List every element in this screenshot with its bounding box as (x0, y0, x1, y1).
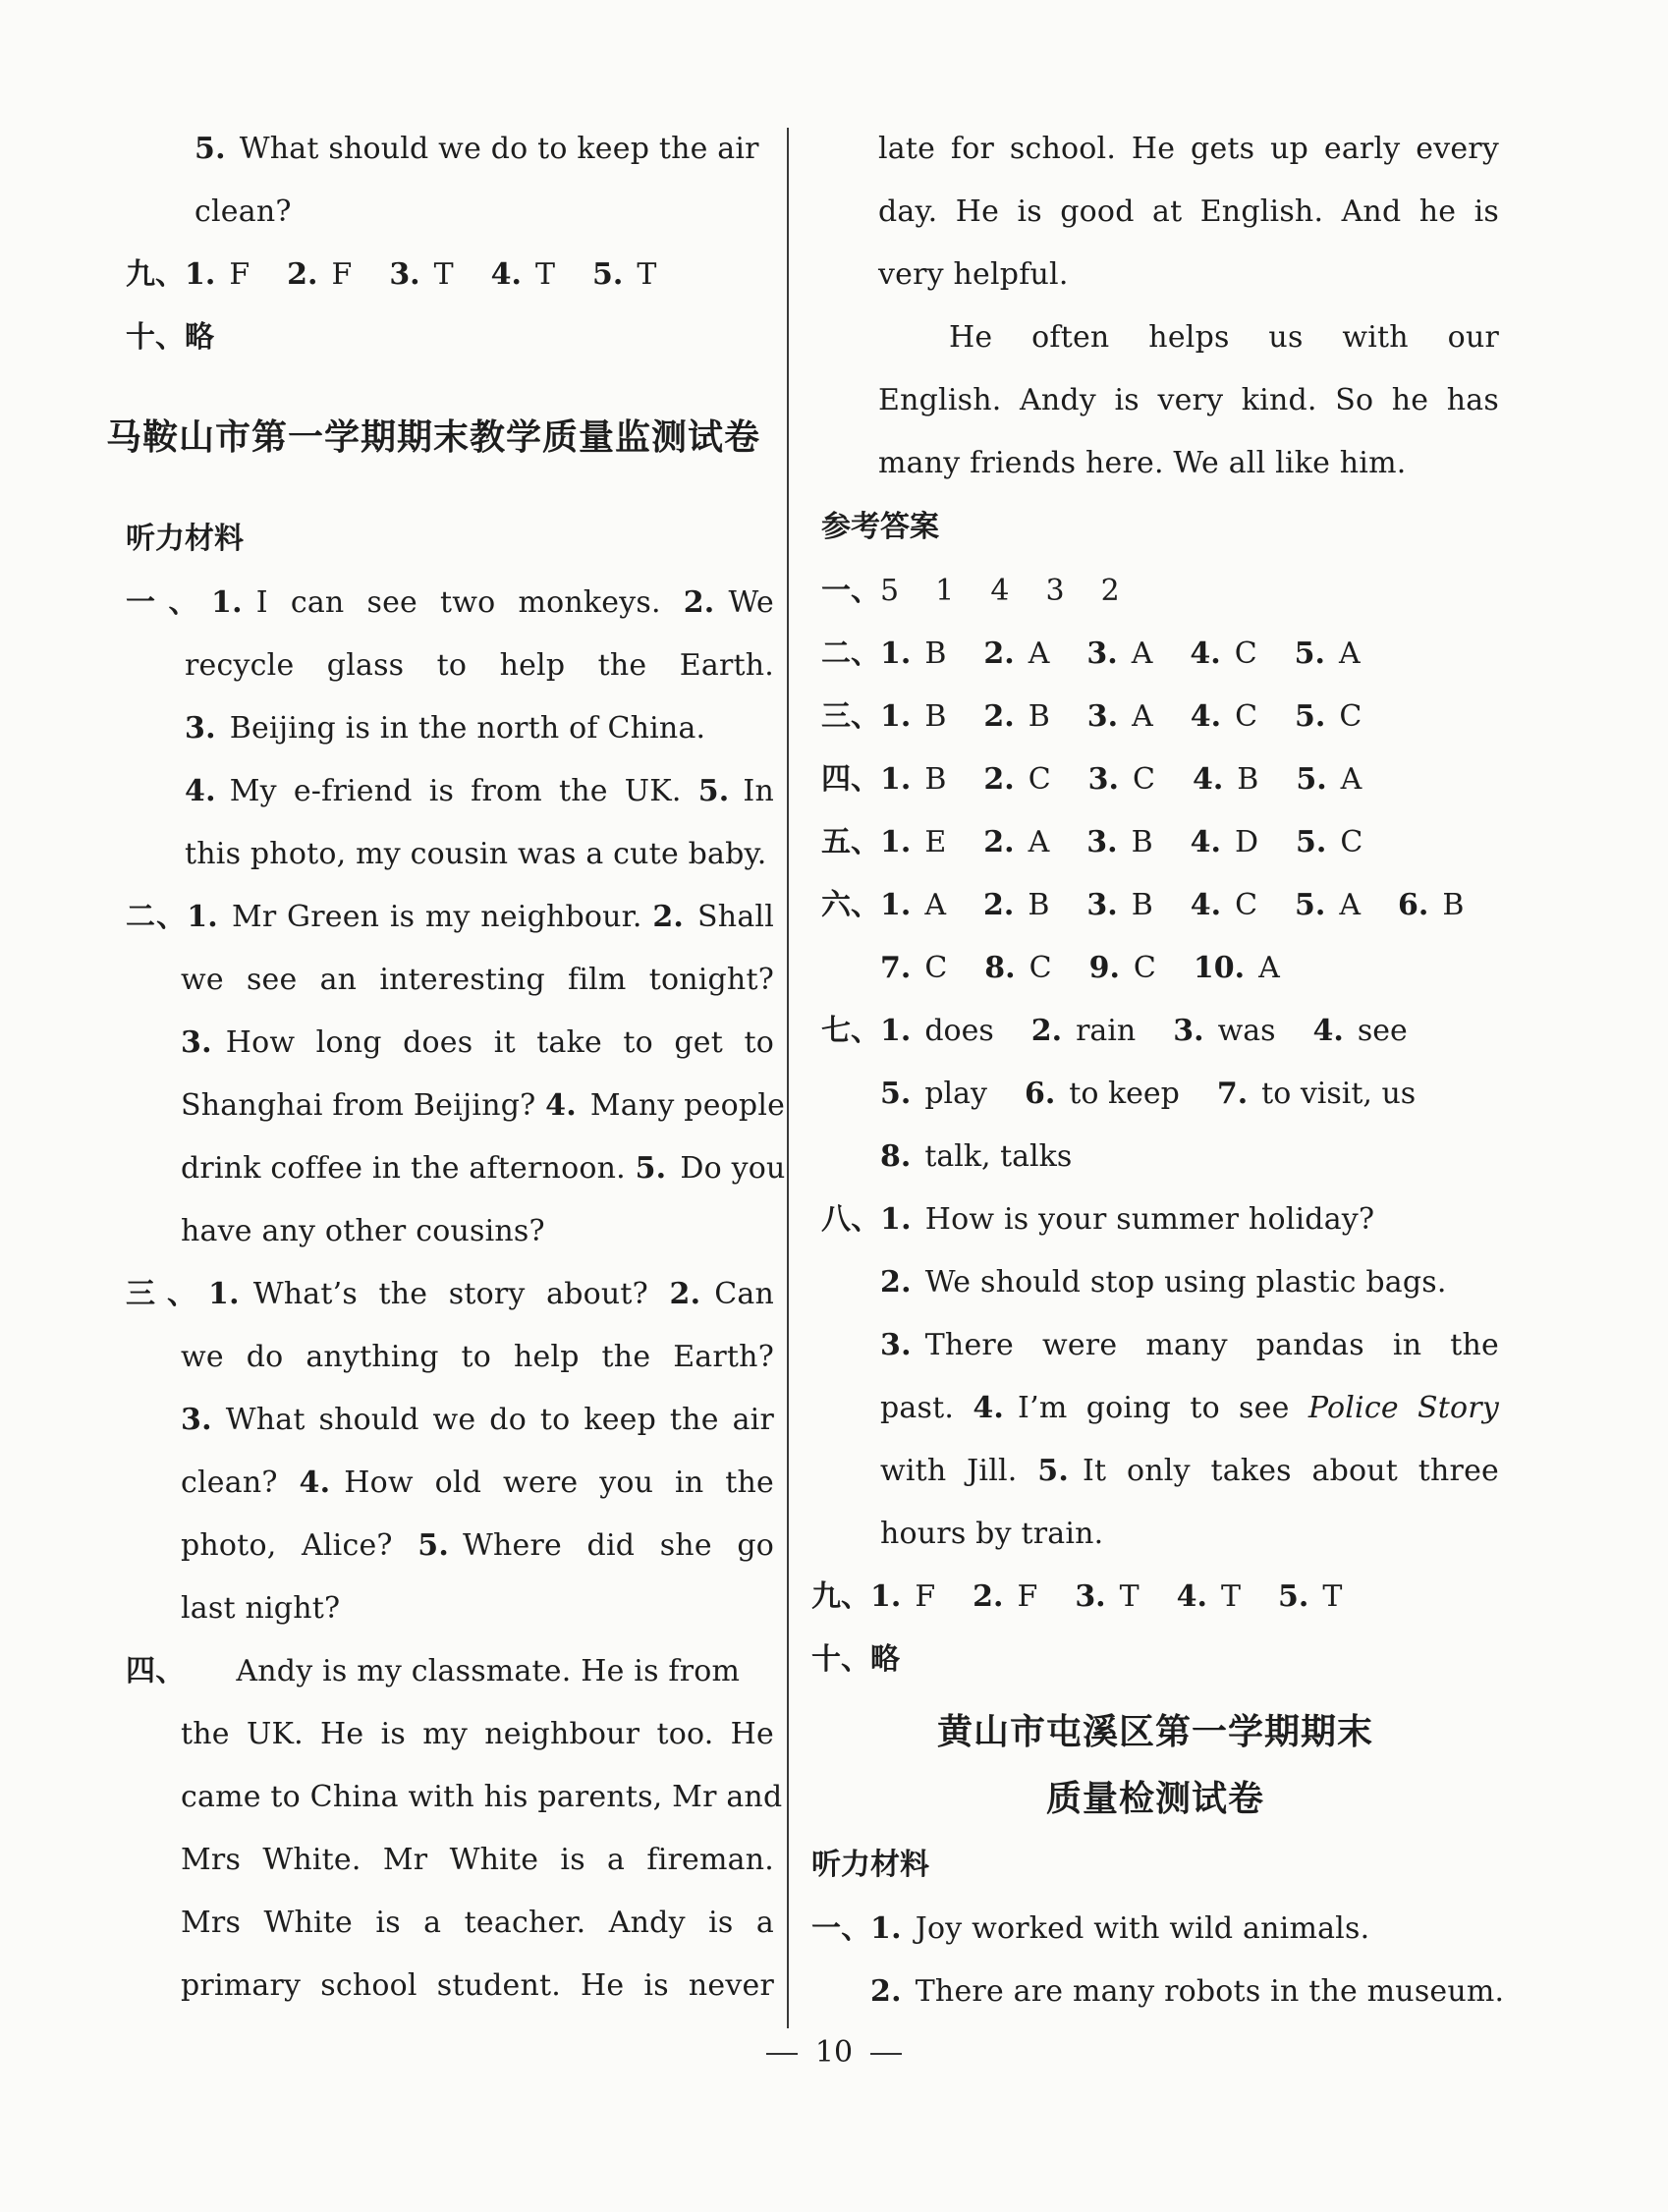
page-number: 10 (814, 2035, 854, 2070)
section2-title-line2: 质量检测试卷 (1045, 1779, 1264, 1819)
listening2-title: 听力材料 (811, 1848, 929, 1882)
text-line: we do anything to help the Earth? (181, 1340, 774, 1374)
listening-title: 听力材料 (126, 522, 244, 556)
text-line: 2. We should stop using plastic bags. (880, 1265, 1447, 1300)
answer-row-7b: 5. play 6. to keep 7. to visit, us (880, 1077, 1417, 1111)
text-line: 3. How long does it take to get to (181, 1025, 774, 1060)
answers-title: 参考答案 (821, 510, 939, 544)
text-line: 八、1. How is your summer holiday? (821, 1202, 1375, 1237)
column-divider (787, 128, 789, 2028)
text-line: the UK. He is my neighbour too. He (181, 1717, 774, 1751)
answer-row-ten: 十、略 (126, 320, 214, 355)
text-line: 4. My e-friend is from the UK. 5. In (185, 774, 774, 808)
text-line: 3. Beijing is in the north of China. (185, 711, 706, 746)
text-line: 3. What should we do to keep the air (181, 1403, 774, 1437)
text-line: Shanghai from Beijing? 4. Many people (181, 1088, 786, 1123)
section2-title-line1: 黄山市屯溪区第一学期期末 (936, 1712, 1373, 1752)
text-line: 一、1. I can see two monkeys. 2. We (126, 585, 774, 620)
answer-row-7c: 8. talk, talks (880, 1139, 1073, 1174)
text-line: Mrs White. Mr White is a fireman. (181, 1843, 774, 1877)
left-column (106, 118, 786, 2018)
text-line: we see an interesting film tonight? (181, 963, 774, 997)
text-line: clean? 4. How old were you in the (181, 1465, 774, 1500)
text-line: many friends here. We all like him. (878, 446, 1407, 480)
text-line: came to China with his parents, Mr and (181, 1780, 783, 1814)
answer-row-2: 二、1. B 2. A 3. A 4. C 5. A (821, 636, 1361, 671)
text-line: last night? (181, 1591, 341, 1626)
text-line: clean? (195, 194, 292, 229)
answer-row-1: 一、5 1 4 3 2 (821, 574, 1126, 608)
text-line: 四、 Andy is my classmate. He is from (126, 1654, 741, 1688)
answer-row-4: 四、1. B 2. C 3. C 4. B 5. A (821, 762, 1362, 797)
answer-row-nine: 九、1. F 2. F 3. T 4. T 5. T (126, 257, 657, 292)
text-line: this photo, my cousin was a cute baby. (185, 837, 767, 871)
text-line: hours by train. (880, 1517, 1104, 1551)
text-line: drink coffee in the afternoon. 5. Do you (181, 1151, 786, 1186)
text-line: past. 4. I’m going to see Police Story (880, 1391, 1499, 1425)
answer-row-7: 七、1. does 2. rain 3. was 4. see (821, 1014, 1408, 1048)
text-line: 三、1. What’s the story about? 2. Can (126, 1277, 774, 1311)
text-line: with Jill. 5. It only takes about three (880, 1454, 1499, 1488)
page-footer (0, 2023, 1668, 2082)
answer-row-5: 五、1. E 2. A 3. B 4. D 5. C (821, 825, 1363, 859)
text-line: recycle glass to help the Earth. (185, 648, 774, 683)
answer-row-3: 三、1. B 2. B 3. A 4. C 5. C (821, 699, 1362, 734)
answer-row-9: 九、1. F 2. F 3. T 4. T 5. T (811, 1579, 1343, 1614)
text-line: primary school student. He is never (181, 1968, 774, 2003)
text-line: photo, Alice? 5. Where did she go (181, 1528, 774, 1563)
text-line: 3. There were many pandas in the (880, 1328, 1499, 1362)
text-line: 一、1. Joy worked with wild animals. (811, 1911, 1370, 1946)
text-line: 2. There are many robots in the museum. (870, 1974, 1505, 2009)
answer-row-6: 六、1. A 2. B 3. B 4. C 5. A 6. B (821, 888, 1465, 922)
text-line: Mrs White is a teacher. Andy is a (181, 1906, 774, 1940)
text-line: 5. What should we do to keep the air (195, 132, 759, 166)
right-column (811, 118, 1505, 2023)
section-title: 马鞍山市第一学期期末教学质量监测试卷 (106, 417, 761, 458)
text-line: late for school. He gets up early every (878, 132, 1499, 166)
text-line: English. Andy is very kind. So he has (878, 383, 1499, 417)
text-line: 二、1. Mr Green is my neighbour. 2. Shall (126, 900, 774, 934)
text-line: very helpful. (878, 257, 1069, 292)
text-line: day. He is good at English. And he is (878, 194, 1499, 229)
answer-row-10: 十、略 (811, 1642, 900, 1677)
text-line: He often helps us with our (949, 320, 1499, 355)
text-line: have any other cousins? (181, 1214, 545, 1248)
answer-row-6b: 7. C 8. C 9. C 10. A (880, 951, 1280, 985)
